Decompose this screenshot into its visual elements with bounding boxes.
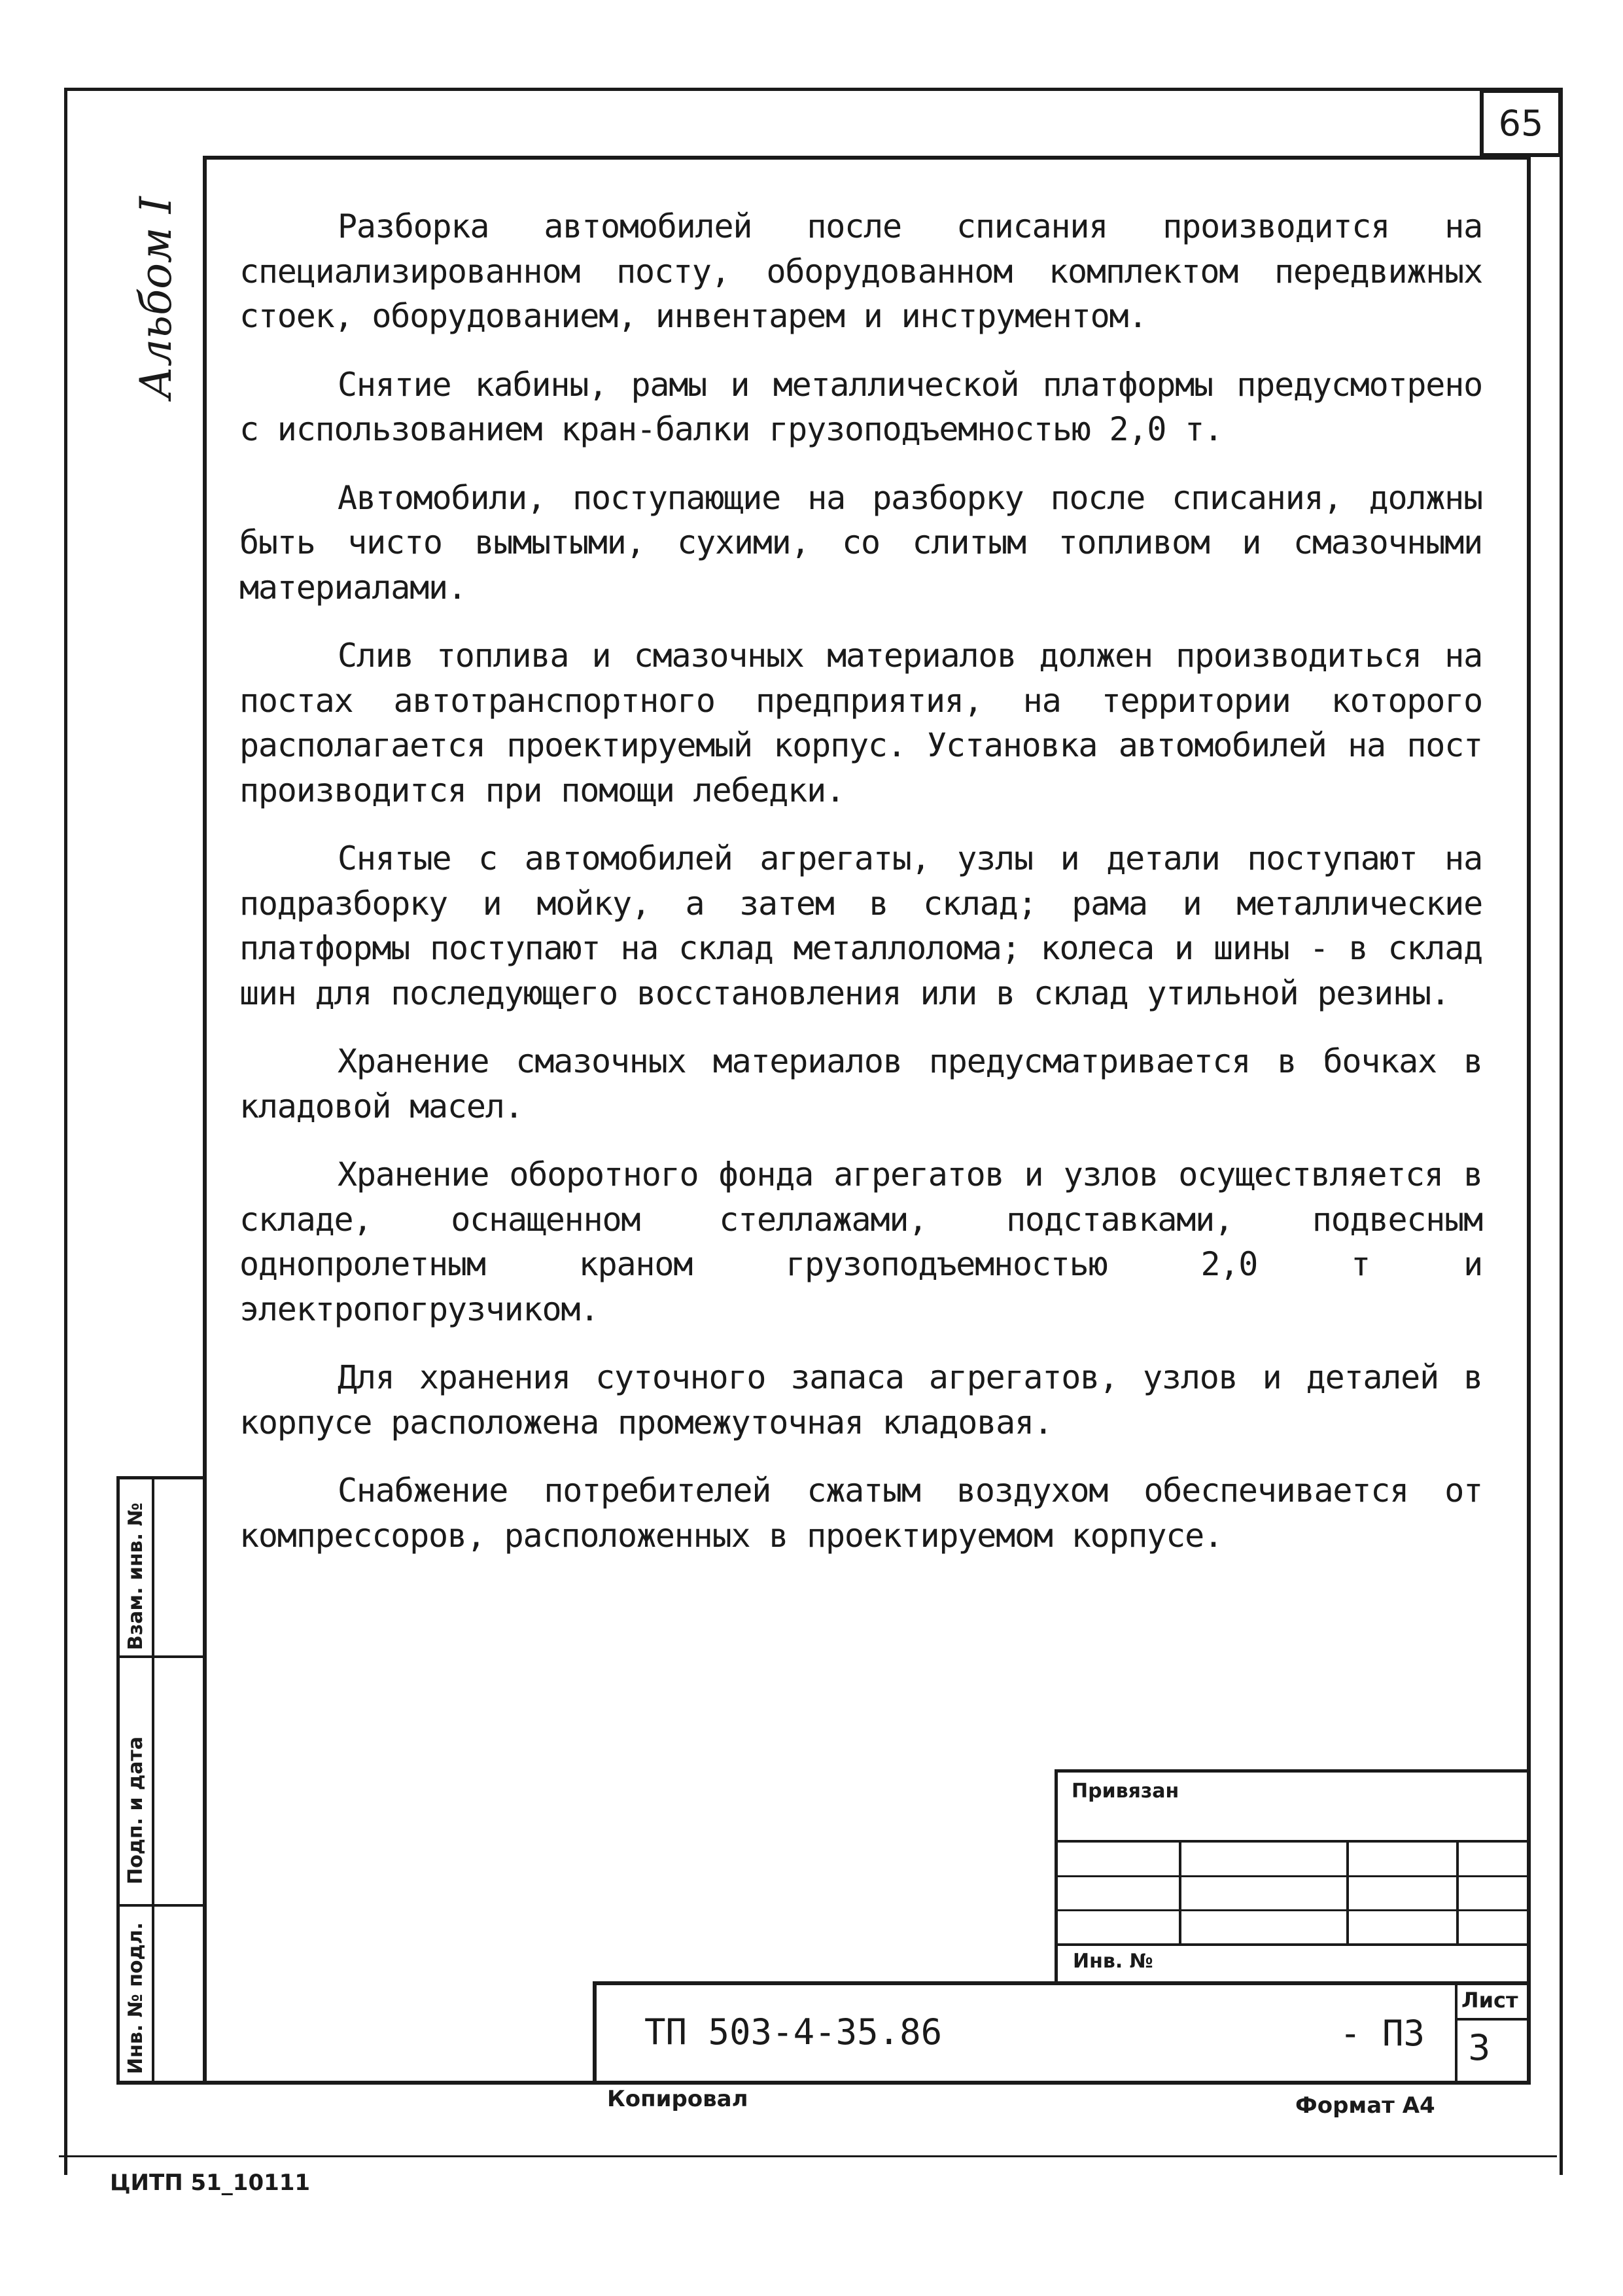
stamp-col-1: [1179, 1840, 1181, 1946]
stamp-row-a: [1055, 1840, 1531, 1843]
paragraph-3: Автомобили, поступающие на разборку после списания, должны быть чисто вымытыми, сухими, со слитым топливом и смазочными материалами.: [239, 478, 1482, 607]
paragraph-9: Снабжение потребителей сжатым воздухом обеспечивается от компрессоров, расположенных в проектируемом корпусе.: [239, 1472, 1482, 1555]
stamp-col-2: [1346, 1840, 1349, 1946]
format-label: Формат А4: [1295, 2093, 1435, 2119]
stamp-row-c: [1055, 1909, 1531, 1911]
paragraph-6: Хранение смазочных материалов предусматривается в бочках в кладовой масел.: [239, 1042, 1482, 1125]
document-code: ТП 503-4-35.86: [644, 2011, 943, 2053]
sheet-label: Лист: [1461, 1988, 1518, 2013]
stamp-row-b: [1055, 1875, 1531, 1877]
document-suffix: - ПЗ: [1340, 2013, 1425, 2054]
paragraph-5: Снятые с автомобилей агрегаты, узлы и детали поступают на подразборку и мойку, а затем в склад; рама и металлические платформы поступают на склад металлолома; колеса и шины - в склад шин для последующего восстановления или в склад утильной резины.: [239, 839, 1482, 1012]
paragraph-7: Хранение оборотного фонда агрегатов и узлов осуществляется в складе, оснащенном стеллажами, подставками, подвесным однопролетным краном грузоподъемностью 2,0 т и электропогрузчиком.: [239, 1156, 1482, 1328]
album-label: Альбом I: [131, 196, 181, 399]
paragraph-1: Разборка автомобилей после списания производится на специализированном посту, оборудованном комплектом передвижных стоек, оборудованием, инвентарем и инструментом.: [239, 207, 1482, 335]
copied-label: Копировал: [607, 2086, 748, 2112]
sheet-number: 3: [1468, 2027, 1491, 2068]
sheet-col-left: [1455, 1981, 1457, 2085]
outer-frame-top: [64, 88, 1562, 91]
title-block-top: [593, 1981, 1531, 1985]
page-number: 65: [1480, 89, 1562, 157]
inner-frame-bottom: [116, 2081, 1531, 2085]
catalog-code: ЦИТП 51_10111: [110, 2170, 311, 2196]
outer-frame-left: [64, 88, 67, 2175]
stamp-top: [1055, 1769, 1531, 1773]
stamp-col-3: [1456, 1840, 1459, 1946]
left-stamp-top: [116, 1476, 205, 1479]
inv-label: Инв. №: [1073, 1950, 1153, 1973]
signature-date-label: Подп. и дата: [124, 1736, 147, 1884]
sheet-row: [1455, 2018, 1531, 2021]
paragraph-2: Снятие кабины, рамы и металлической платформы предусмотрено с использованием кран-балки грузоподъемностью 2,0 т.: [239, 365, 1482, 448]
left-stamp-row2: [116, 1904, 205, 1907]
inner-frame-right: [1527, 156, 1531, 2085]
outer-frame-right: [1560, 88, 1563, 2175]
paragraph-8: Для хранения суточного запаса агрегатов, узлов и деталей в корпусе расположена промежуточная кладовая.: [239, 1358, 1482, 1441]
left-stamp-divider: [152, 1476, 154, 2085]
left-stamp-row1: [116, 1655, 205, 1658]
title-block-left: [593, 1981, 597, 2085]
body-text: [239, 204, 1482, 1581]
left-stamp-left: [116, 1476, 120, 2085]
bottom-rule: [59, 2155, 1557, 2157]
stamp-left: [1055, 1769, 1058, 1985]
replacement-inv-label: Взам. инв. №: [124, 1502, 147, 1650]
inner-frame-left: [203, 156, 207, 2085]
inner-frame-top: [203, 156, 1531, 160]
attached-label: Привязан: [1072, 1780, 1179, 1803]
stamp-row-d: [1055, 1943, 1531, 1946]
paragraph-4: Слив топлива и смазочных материалов должен производиться на постах автотранспортного предприятия, на территории которого располагается проектируемый корпус. Установка автомобилей на пост производится при помощи лебедки.: [239, 637, 1482, 809]
original-inv-label: Инв. № подл.: [124, 1922, 147, 2074]
